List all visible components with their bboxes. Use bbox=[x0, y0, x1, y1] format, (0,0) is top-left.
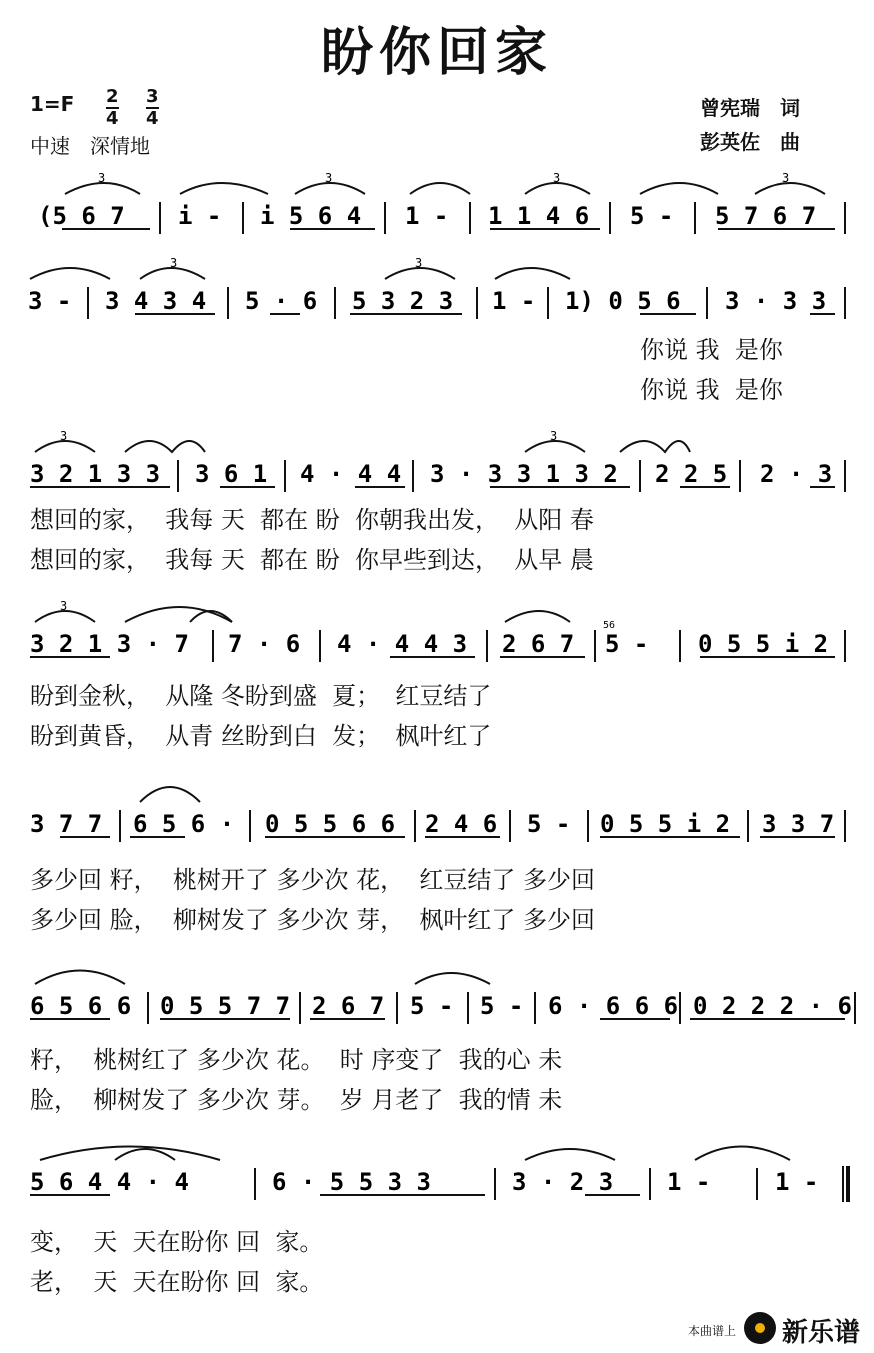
lyrics-verse-1-line-4: 盼到金秋， 从隆 冬盼到盛 夏； 红豆结了 bbox=[30, 682, 492, 710]
staff-line-3 bbox=[0, 430, 874, 490]
staff-line-4 bbox=[0, 600, 874, 660]
footer-note: 本曲谱上 bbox=[688, 1324, 737, 1338]
svg-text:3: 3 bbox=[782, 172, 790, 185]
svg-text:0 5 5 6 6: 0 5 5 6 6 bbox=[265, 810, 396, 838]
svg-text:1 -: 1 - bbox=[405, 202, 449, 230]
svg-text:3 6 1: 3 6 1 bbox=[195, 460, 268, 488]
key-signature: 1=F bbox=[30, 92, 75, 116]
staff-line-7 bbox=[0, 1138, 874, 1198]
svg-text:6 5 6 ·: 6 5 6 · bbox=[133, 810, 235, 838]
svg-text:2 · 3: 2 · 3 bbox=[760, 460, 833, 488]
lyrics-verse-2-line-6: 脸， 柳树发了 多少次 芽。 岁 月老了 我的情 未 bbox=[30, 1086, 563, 1114]
svg-text:3: 3 bbox=[415, 257, 423, 270]
svg-text:5 -: 5 - bbox=[480, 992, 524, 1020]
svg-text:1 1 4 6: 1 1 4 6 bbox=[488, 202, 590, 230]
svg-text:3: 3 bbox=[98, 172, 106, 185]
svg-text:2 2 5: 2 2 5 bbox=[655, 460, 728, 488]
svg-text:5 -: 5 - bbox=[630, 202, 674, 230]
staff-line-6 bbox=[0, 962, 874, 1022]
svg-text:2 6 7: 2 6 7 bbox=[312, 992, 385, 1020]
svg-text:6 5 6 6: 6 5 6 6 bbox=[30, 992, 132, 1020]
staff-line-5 bbox=[0, 780, 874, 840]
site-logo-text: 新乐谱 bbox=[782, 1318, 861, 1348]
staff-line-2 bbox=[0, 257, 874, 317]
svg-text:5 -: 5 - bbox=[410, 992, 454, 1020]
lyrics-verse-2-line-3: 想回的家， 我每 天 都在 盼 你早些到达， 从早 晨 bbox=[30, 546, 594, 574]
svg-text:0 5 5 i 2: 0 5 5 i 2 bbox=[698, 630, 829, 658]
lyrics-verse-2-line-7: 老， 天 天在盼你 回 家。 bbox=[30, 1268, 324, 1296]
song-title: 盼你回家 bbox=[320, 22, 553, 83]
svg-text:5 -: 5 - bbox=[605, 630, 649, 658]
svg-text:5 -: 5 - bbox=[527, 810, 571, 838]
svg-text:i -: i - bbox=[178, 202, 222, 230]
lyrics-verse-1-line-5: 多少回 籽， 桃树开了 多少次 花， 红豆结了 多少回 bbox=[30, 866, 596, 894]
svg-text:1 -: 1 - bbox=[492, 287, 536, 315]
svg-text:6 · 6 6 6: 6 · 6 6 6 bbox=[548, 992, 679, 1020]
lyrics-verse-2-line-2: 你说 我 是你 bbox=[640, 376, 783, 404]
svg-text:1 -: 1 - bbox=[775, 1168, 819, 1196]
lyrics-verse-1-line-3: 想回的家， 我每 天 都在 盼 你朝我出发， 从阳 春 bbox=[30, 506, 594, 534]
svg-text:1 -: 1 - bbox=[667, 1168, 711, 1196]
svg-text:4 · 4 4 3: 4 · 4 4 3 bbox=[337, 630, 468, 658]
svg-text:0 5 5 7 7: 0 5 5 7 7 bbox=[160, 992, 291, 1020]
svg-text:3 2 1 3 · 7: 3 2 1 3 · 7 bbox=[30, 630, 189, 658]
svg-text:3 · 3 3: 3 · 3 3 bbox=[725, 287, 827, 315]
time-signature-3-4: 3 4 bbox=[146, 86, 159, 129]
svg-text:3 4 3 4: 3 4 3 4 bbox=[105, 287, 207, 315]
lyrics-verse-1-line-6: 籽， 桃树红了 多少次 花。 时 序变了 我的心 未 bbox=[30, 1046, 563, 1074]
svg-text:0 5 5 i 2: 0 5 5 i 2 bbox=[600, 810, 731, 838]
time-signature-2-4: 2 4 bbox=[106, 86, 119, 129]
svg-text:4 · 4 4: 4 · 4 4 bbox=[300, 460, 402, 488]
svg-text:3 2 1 3 3: 3 2 1 3 3 bbox=[30, 460, 161, 488]
lyrics-verse-2-line-4: 盼到黄昏， 从青 丝盼到白 发； 枫叶红了 bbox=[30, 722, 492, 750]
svg-text:0 2 2 2 · 6: 0 2 2 2 · 6 bbox=[693, 992, 852, 1020]
svg-text:3: 3 bbox=[325, 172, 333, 185]
svg-text:3: 3 bbox=[60, 430, 68, 443]
svg-text:3 -: 3 - bbox=[28, 287, 72, 315]
svg-text:3: 3 bbox=[553, 172, 561, 185]
svg-text:5 · 6: 5 · 6 bbox=[245, 287, 318, 315]
svg-text:3: 3 bbox=[170, 257, 178, 270]
svg-text:3 7 7: 3 7 7 bbox=[30, 810, 103, 838]
svg-text:6 · 5 5 3 3: 6 · 5 5 3 3 bbox=[272, 1168, 431, 1196]
svg-text:5 7 6 7: 5 7 6 7 bbox=[715, 202, 817, 230]
lyrics-verse-1-line-2: 你说 我 是你 bbox=[640, 336, 783, 364]
svg-text:56: 56 bbox=[603, 620, 616, 631]
svg-text:5 3 2 3: 5 3 2 3 bbox=[352, 287, 454, 315]
svg-text:3 · 3 3 1 3 2: 3 · 3 3 1 3 2 bbox=[430, 460, 618, 488]
svg-text:3 · 2 3: 3 · 2 3 bbox=[512, 1168, 614, 1196]
svg-text:5 6 4 4 · 4: 5 6 4 4 · 4 bbox=[30, 1168, 189, 1196]
svg-text:3: 3 bbox=[550, 430, 558, 443]
svg-text:3 3 7: 3 3 7 bbox=[762, 810, 835, 838]
svg-text:7 · 6: 7 · 6 bbox=[228, 630, 301, 658]
svg-text:2 4 6: 2 4 6 bbox=[425, 810, 498, 838]
staff-line-1 bbox=[0, 172, 874, 232]
lyrics-verse-1-line-7: 变， 天 天在盼你 回 家。 bbox=[30, 1228, 324, 1256]
svg-text:1) 0 5 6: 1) 0 5 6 bbox=[565, 287, 681, 315]
svg-text:i 5 6 4: i 5 6 4 bbox=[260, 202, 362, 230]
svg-text:2 6 7: 2 6 7 bbox=[502, 630, 575, 658]
tempo-marking: 中速 深情地 bbox=[30, 134, 150, 158]
lyricist-credit: 曾宪瑞 词 bbox=[700, 96, 800, 120]
lyrics-verse-2-line-5: 多少回 脸， 柳树发了 多少次 芽， 枫叶红了 多少回 bbox=[30, 906, 596, 934]
composer-credit: 彭英佐 曲 bbox=[700, 130, 800, 154]
svg-text:3: 3 bbox=[60, 600, 68, 613]
svg-text:(5 6 7: (5 6 7 bbox=[38, 202, 125, 230]
